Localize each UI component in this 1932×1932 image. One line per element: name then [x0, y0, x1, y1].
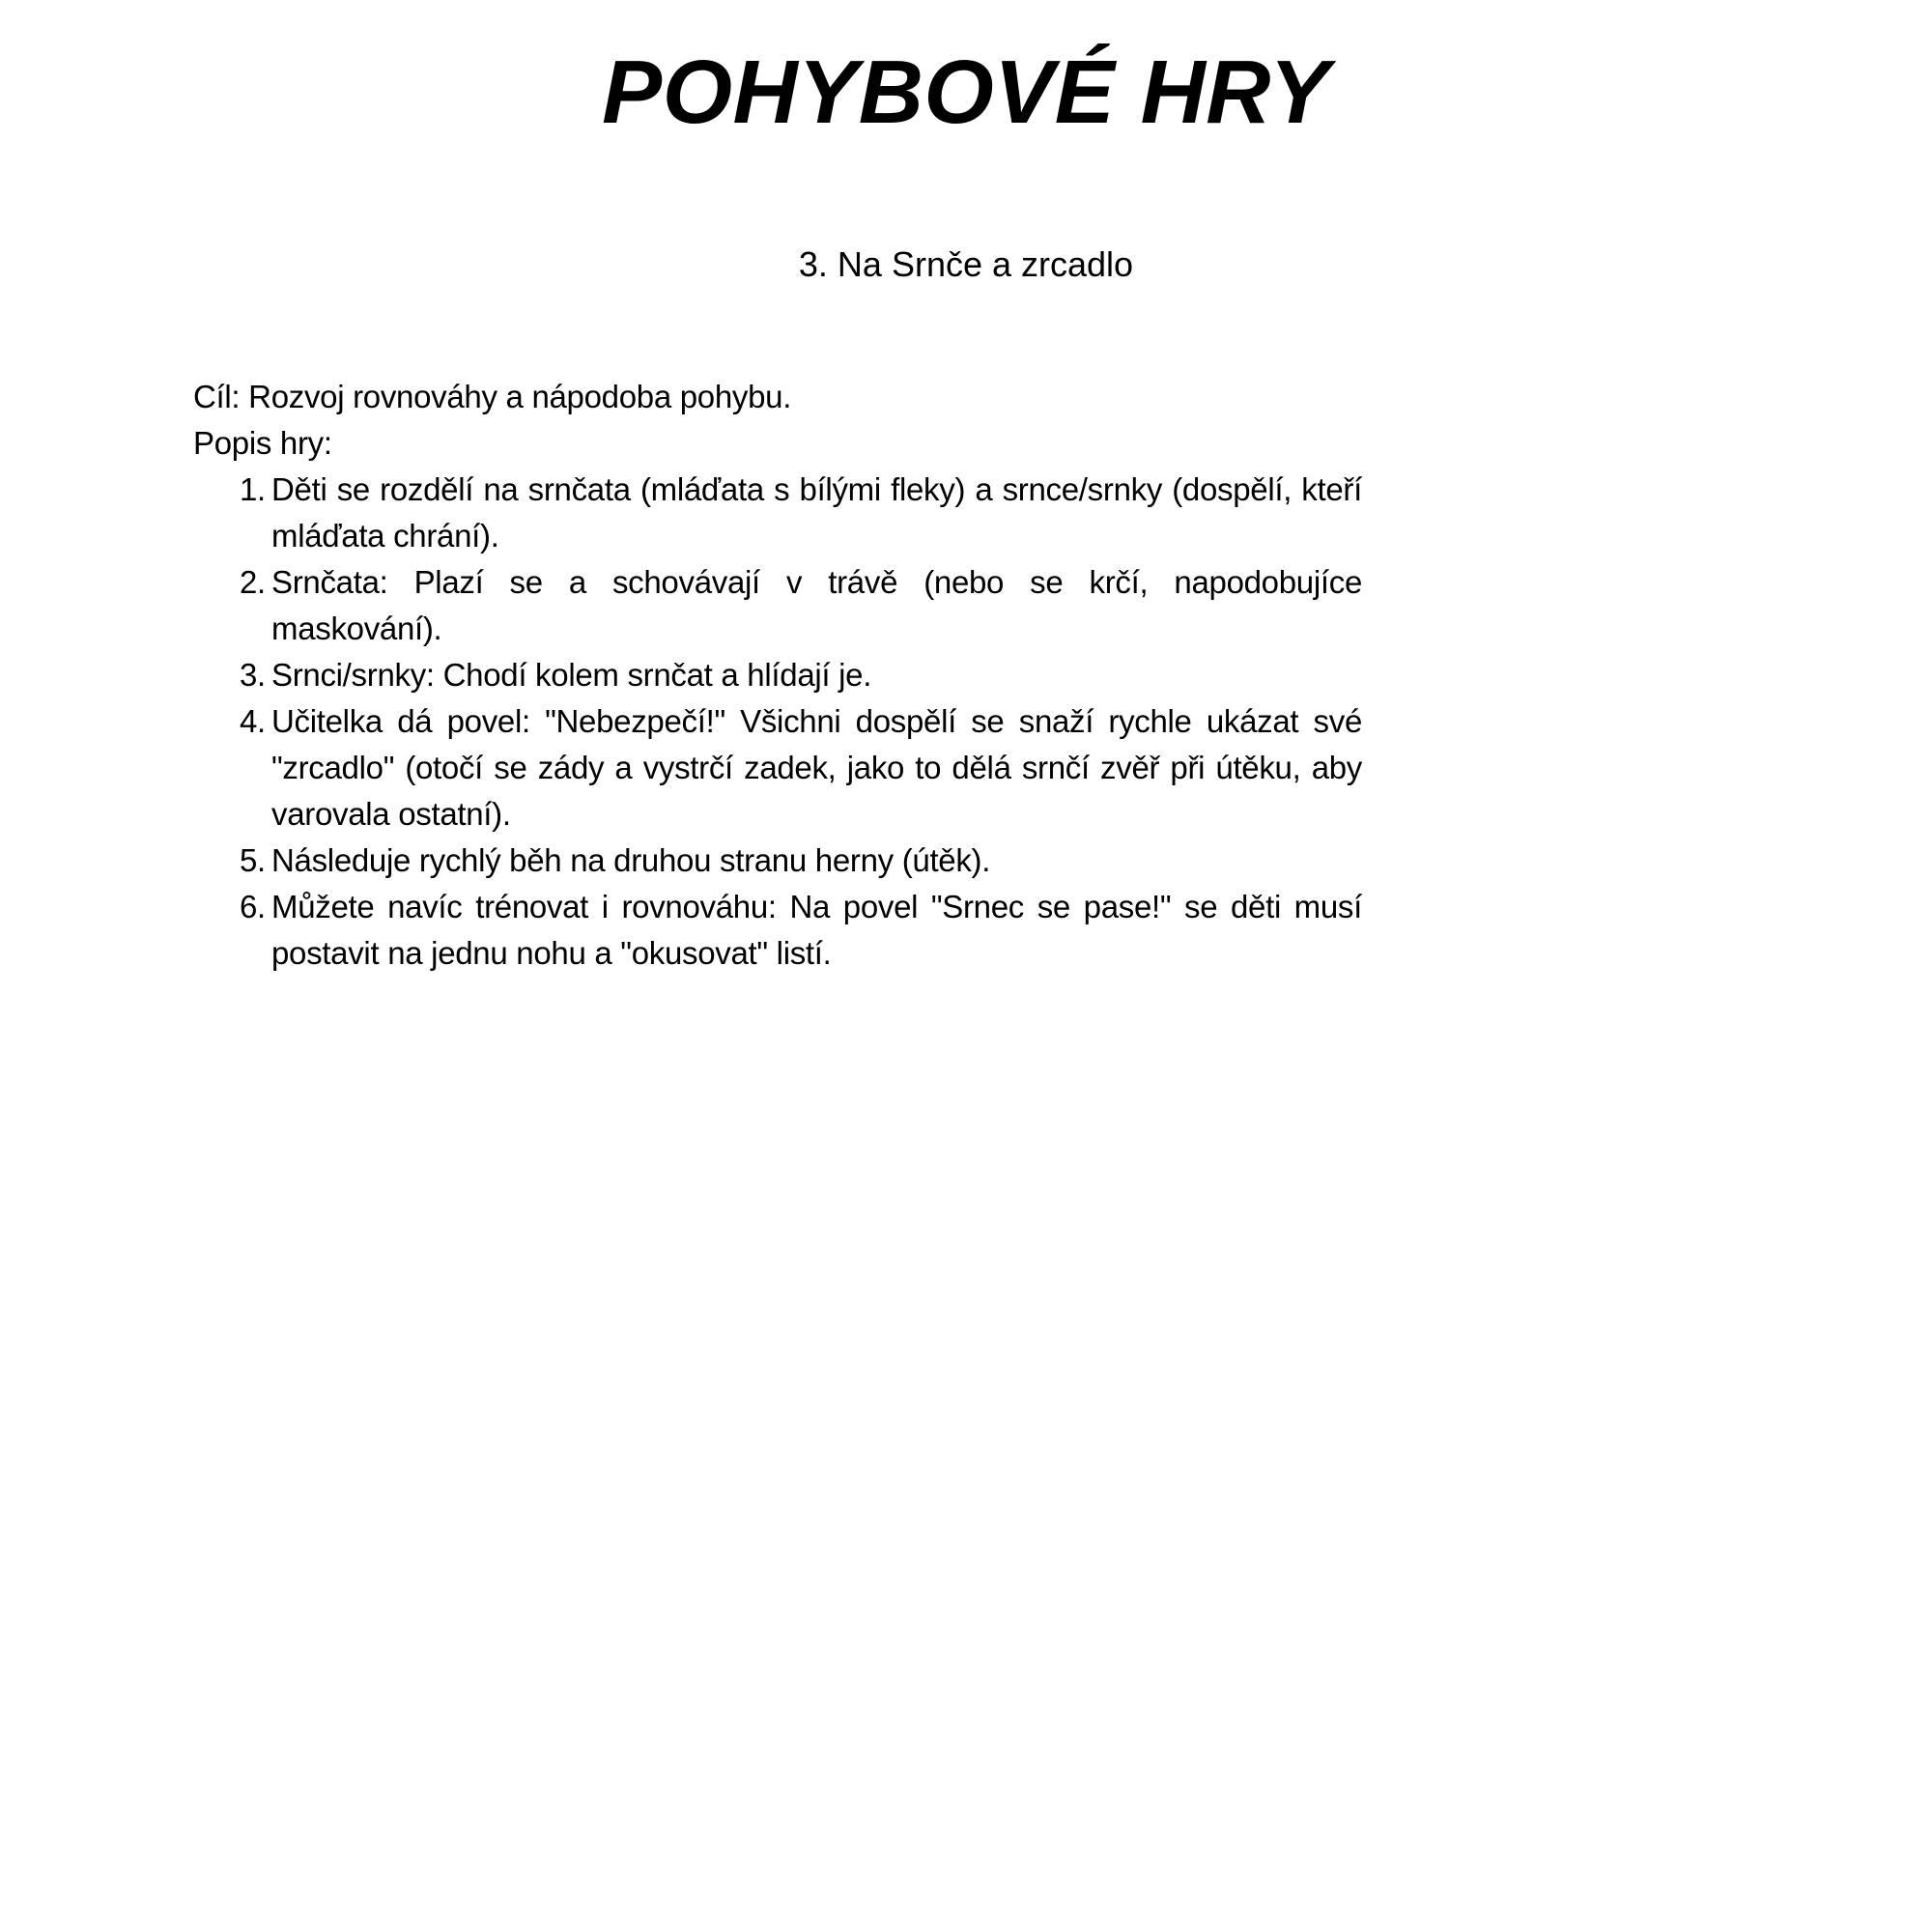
list-item: [193, 698, 1362, 838]
list-item-number: 5.: [240, 842, 266, 879]
goal-line: Cíl: Rozvoj rovnováhy a nápodoba pohybu.: [193, 379, 792, 415]
list-item-number: 3.: [240, 657, 266, 694]
list-item-text: Učitelka dá povel: "Nebezpečí!" Všichni dospělí se snaží rychle ukázat své "zrcadlo" (otočí se zády a vystrčí zadek, jako to dělá srnčí zvěř při útěku, aby varovala ostatní).: [271, 703, 1362, 833]
list-item-text: Srnčata: Plazí se a schovávají v trávě (nebo se krčí, napodobujíce maskování).: [271, 564, 1362, 647]
list-item-text: Děti se rozdělí na srnčata (mláďata s bílými fleky) a srnce/srnky (dospělí, kteří mláďata chrání).: [271, 471, 1362, 554]
list-item-text: Srnci/srnky: Chodí kolem srnčat a hlídají je.: [271, 657, 872, 694]
list-item-number: 6.: [240, 889, 266, 925]
page-title: POHYBOVÉ HRY: [602, 42, 1330, 142]
list-item: [193, 467, 1362, 559]
list-item: [193, 652, 1362, 698]
list-item: [193, 838, 1362, 884]
list-item-number: 1.: [240, 471, 266, 508]
list-item-number: 2.: [240, 564, 266, 601]
list-item-text: Můžete navíc trénovat i rovnováhu: Na povel "Srnec se pase!" se děti musí postavit na jednu nohu a "okusovat" listí.: [271, 889, 1362, 972]
description-label: Popis hry:: [193, 425, 332, 462]
list-item-text: Následuje rychlý běh na druhou stranu herny (útěk).: [271, 842, 991, 879]
section-subtitle: 3. Na Srnče a zrcadlo: [798, 243, 1134, 284]
list-item: [193, 559, 1362, 652]
body-text-block: [193, 374, 1362, 977]
steps-list: [193, 467, 1362, 977]
list-item: [193, 884, 1362, 977]
list-item-number: 4.: [240, 703, 266, 740]
